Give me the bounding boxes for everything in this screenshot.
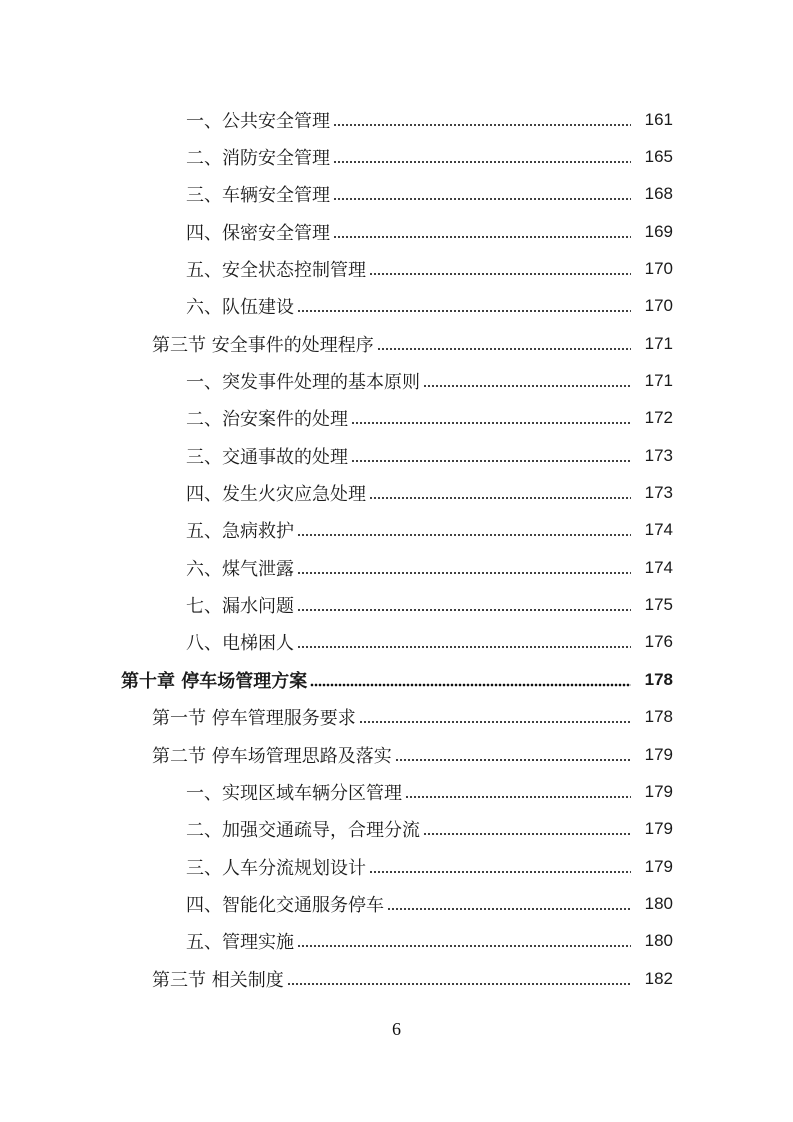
toc-entry-label: 六、队伍建设 (186, 297, 294, 319)
dot-leader (405, 788, 631, 806)
dot-leader (297, 937, 631, 955)
toc-subsection-entry[interactable] (0, 512, 793, 549)
dot-leader (369, 489, 631, 507)
toc-entry-label: 五、急病救护 (186, 521, 294, 543)
toc-entry-page-number: 174 (644, 520, 673, 540)
toc-entry-label: 三、车辆安全管理 (186, 185, 330, 207)
toc-entry-page-number: 182 (644, 968, 673, 988)
toc-entry-page-number: 180 (644, 931, 673, 951)
toc-subsection-entry[interactable] (0, 848, 793, 885)
toc-subsection-entry[interactable] (0, 549, 793, 586)
toc-entry-page-number: 180 (644, 893, 673, 913)
toc-entry-label: 五、管理实施 (186, 932, 294, 954)
toc-entry-page-number: 176 (644, 632, 673, 652)
toc-subsection-entry[interactable] (0, 624, 793, 661)
toc-entry-page-number: 169 (644, 221, 673, 241)
toc-entry-label: 二、治安案件的处理 (186, 409, 348, 431)
toc-entry-page-number: 179 (644, 781, 673, 801)
toc-entry-label: 第三节 相关制度 (152, 969, 284, 991)
dot-leader (310, 676, 631, 694)
toc-subsection-entry[interactable] (0, 400, 793, 437)
dot-leader (423, 377, 631, 395)
toc-entry-label: 第一节 停车管理服务要求 (152, 708, 356, 730)
toc-section-entry[interactable] (0, 325, 793, 362)
toc-entry-page-number: 172 (644, 408, 673, 428)
toc-entry-label: 四、发生火灾应急处理 (186, 484, 366, 506)
toc-entry-label: 四、保密安全管理 (186, 222, 330, 244)
dot-leader (297, 302, 631, 320)
dot-leader (287, 975, 631, 993)
toc-chapter-entry[interactable] (0, 661, 793, 698)
dot-leader (297, 601, 631, 619)
toc-subsection-entry[interactable] (0, 138, 793, 175)
toc-subsection-entry[interactable] (0, 885, 793, 922)
dot-leader (297, 638, 631, 656)
dot-leader (351, 414, 631, 432)
toc-entry-page-number: 174 (644, 557, 673, 577)
toc-entry-page-number: 179 (644, 744, 673, 764)
dot-leader (423, 825, 631, 843)
dot-leader (333, 153, 631, 171)
dot-leader (369, 863, 631, 881)
toc-subsection-entry[interactable] (0, 101, 793, 138)
toc-entry-label: 二、消防安全管理 (186, 148, 330, 170)
toc-entry-page-number: 179 (644, 819, 673, 839)
toc-entry-page-number: 170 (644, 259, 673, 279)
toc-entry-label: 第二节 停车场管理思路及落实 (152, 745, 392, 767)
toc-section-entry[interactable] (0, 699, 793, 736)
toc-entry-label: 三、交通事故的处理 (186, 446, 348, 468)
dot-leader (395, 751, 631, 769)
toc-subsection-entry[interactable] (0, 437, 793, 474)
toc-entry-page-number: 178 (644, 669, 673, 689)
toc-entry-label: 第三节 安全事件的处理程序 (152, 334, 374, 356)
toc-entry-label: 三、人车分流规划设计 (186, 857, 366, 879)
toc-entry-label: 七、漏水问题 (186, 596, 294, 618)
toc-subsection-entry[interactable] (0, 773, 793, 810)
toc-entry-page-number: 171 (644, 371, 673, 391)
toc-subsection-entry[interactable] (0, 362, 793, 399)
toc-subsection-entry[interactable] (0, 586, 793, 623)
toc-entry-page-number: 168 (644, 184, 673, 204)
dot-leader (297, 526, 631, 544)
toc-entry-label: 六、煤气泄露 (186, 558, 294, 580)
toc-entry-page-number: 171 (644, 333, 673, 353)
toc-subsection-entry[interactable] (0, 811, 793, 848)
toc-section-entry[interactable] (0, 736, 793, 773)
toc-section-entry[interactable] (0, 960, 793, 997)
toc-entry-page-number: 161 (644, 109, 673, 129)
toc-entry-page-number: 178 (644, 707, 673, 727)
page-number: 6 (392, 1019, 401, 1039)
dot-leader (369, 265, 631, 283)
toc-entry-label: 一、实现区域车辆分区管理 (186, 782, 402, 804)
dot-leader (377, 340, 631, 358)
dot-leader (297, 564, 631, 582)
toc-subsection-entry[interactable] (0, 250, 793, 287)
toc-entry-label: 八、电梯困人 (186, 633, 294, 655)
toc-entry-label: 一、公共安全管理 (186, 110, 330, 132)
dot-leader (359, 713, 631, 731)
toc-entry-page-number: 165 (644, 147, 673, 167)
dot-leader (387, 900, 631, 918)
toc-entry-page-number: 175 (644, 595, 673, 615)
toc-entry-label: 二、加强交通疏导，合理分流 (186, 820, 420, 842)
toc-entry-page-number: 173 (644, 483, 673, 503)
toc-subsection-entry[interactable] (0, 213, 793, 250)
dot-leader (333, 116, 631, 134)
toc-entry-page-number: 179 (644, 856, 673, 876)
toc-entry-label: 五、安全状态控制管理 (186, 260, 366, 282)
toc-entry-page-number: 170 (644, 296, 673, 316)
toc-subsection-entry[interactable] (0, 923, 793, 960)
toc-entry-label: 第十章 停车场管理方案 (121, 670, 308, 692)
toc-subsection-entry[interactable] (0, 474, 793, 511)
dot-leader (333, 190, 631, 208)
toc-subsection-entry[interactable] (0, 176, 793, 213)
toc-subsection-entry[interactable] (0, 288, 793, 325)
toc-entry-label: 四、智能化交通服务停车 (186, 894, 384, 916)
table-of-contents (0, 101, 793, 997)
dot-leader (351, 452, 631, 470)
toc-entry-label: 一、突发事件处理的基本原则 (186, 372, 420, 394)
toc-entry-page-number: 173 (644, 445, 673, 465)
dot-leader (333, 228, 631, 246)
